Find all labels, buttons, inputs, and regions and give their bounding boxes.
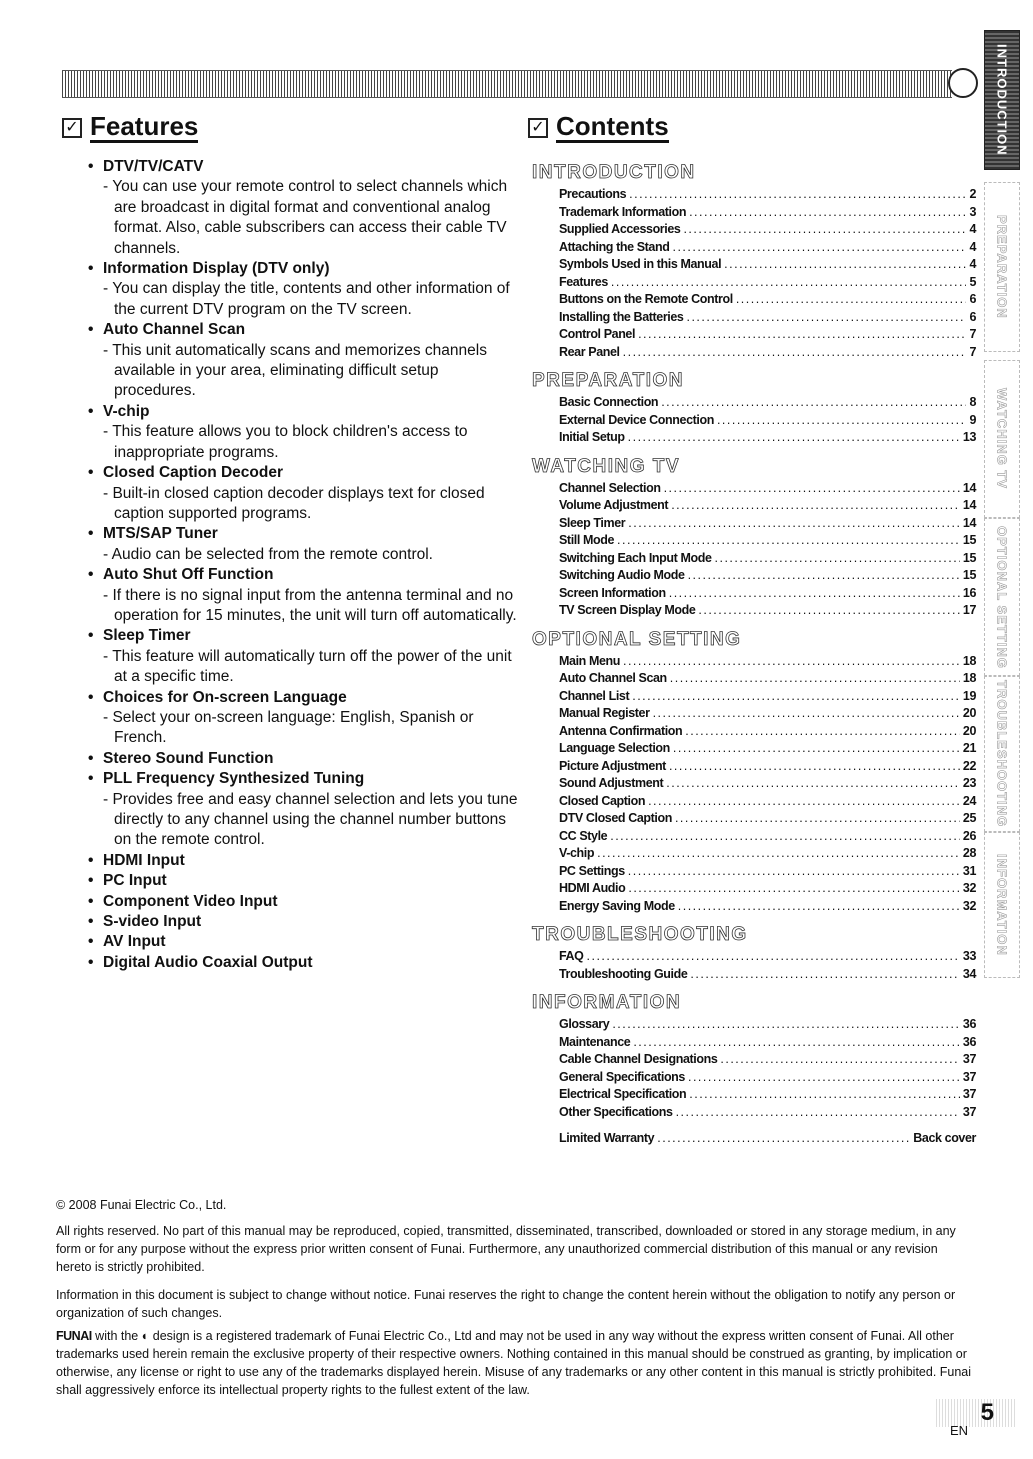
toc-entry-page: 14 [962, 480, 976, 495]
toc-entry[interactable] [532, 705, 976, 723]
toc-entry-page: 19 [962, 688, 976, 703]
toc-dot-leader [628, 515, 960, 533]
toc-dot-leader [720, 1051, 960, 1069]
toc-entry-page: 24 [962, 793, 976, 808]
feature-title: • Component Video Input [88, 892, 518, 912]
toc-entry[interactable] [532, 1130, 976, 1148]
toc-entry-title: Switching Each Input Mode [559, 550, 712, 565]
toc-dot-leader [689, 1086, 960, 1104]
feature-title: • PC Input [88, 871, 518, 891]
toc-dot-leader [686, 309, 966, 327]
toc-entry-page: 20 [962, 706, 976, 720]
toc-dot-leader [689, 204, 966, 222]
toc-entry-page: 4 [969, 257, 976, 271]
feature-description: - Built-in closed caption decoder displays text for closed caption supported programs. [103, 484, 485, 522]
toc-entry-title: Energy Saving Mode [559, 898, 675, 913]
toc-entry-page: 34 [962, 966, 976, 981]
toc-entry[interactable] [532, 429, 976, 447]
feature-item [88, 402, 518, 463]
toc-entry[interactable] [532, 948, 976, 966]
rights-paragraph-1: All rights reserved. No part of this manual may be reproduced, copied, transmitted, disseminated, transcribed, downloaded or stored in any storage medium, in any form or for any purpose without the express prior written consent of Funai. Furthermore, any unauthorized commercial distribution of this manual or any revision hereto is strictly prohibited. [56, 1224, 956, 1274]
toc-entry-title: Channel List [559, 688, 630, 703]
toc-entry-page: 18 [962, 653, 976, 668]
toc-entry-title: HDMI Audio [559, 881, 626, 895]
toc-entry[interactable] [532, 1034, 976, 1052]
toc-entry-page: 5 [969, 274, 976, 289]
toc-dot-leader [669, 585, 960, 603]
feature-description: - You can display the title, contents and other information of the current DTV program on the TV screen. [103, 280, 510, 318]
side-tab-troubleshooting[interactable] [984, 676, 1020, 832]
feature-description: - This feature will automatically turn off the power of the unit at a specific time. [103, 647, 512, 686]
trademark-text-a: with the [91, 1329, 142, 1343]
header-rule [62, 70, 952, 98]
toc-entry-page: 15 [962, 550, 976, 565]
toc-entry-title: Screen Information [559, 585, 666, 600]
toc-entry-page: 14 [962, 498, 976, 512]
toc-dot-leader [676, 1104, 960, 1122]
toc-entry-title: CC Style [559, 828, 608, 843]
toc-entry-page: 37 [962, 1069, 976, 1084]
feature-description: - You can use your remote control to select channels which are broadcast in digital format and conventional analog format. Also, cable subscribers can access their cable TV channels. [103, 178, 508, 257]
toc-entry-page: 31 [962, 863, 976, 878]
toc-dot-leader [617, 532, 960, 550]
side-tab-preparation[interactable] [984, 182, 1020, 352]
toc-entry-title: Control Panel [559, 327, 636, 341]
toc-entry-title: Manual Register [559, 706, 650, 720]
toc-dot-leader [610, 828, 960, 846]
toc-entry[interactable] [532, 1069, 976, 1087]
toc-entry-title: Symbols Used in this Manual [559, 257, 722, 271]
toc-section-title: PREPARATION [532, 370, 684, 391]
features-list [88, 157, 518, 973]
toc-entry[interactable] [532, 758, 976, 776]
feature-description: - Select your on-screen language: English, Spanish or French. [103, 708, 474, 747]
toc-entry-page: 18 [962, 671, 976, 685]
toc-dot-leader [736, 291, 967, 309]
toc-entry[interactable] [532, 239, 976, 257]
toc-entry-title: Language Selection [559, 741, 670, 755]
toc-entry-title: External Device Connection [559, 412, 714, 427]
toc-entry-page: 6 [969, 309, 976, 324]
feature-item [88, 892, 518, 912]
feature-title: • AV Input [88, 932, 518, 952]
toc-entry-page: 9 [969, 412, 976, 427]
toc-dot-leader [661, 394, 966, 412]
toc-entry-title: Buttons on the Remote Control [559, 292, 733, 306]
toc-entry[interactable] [532, 515, 976, 533]
toc-dot-leader [623, 653, 960, 671]
toc-entry[interactable] [532, 1016, 976, 1034]
trademark-text-b: design is a registered trademark of Funai Electric Co., Ltd and may not be used in any way without the express written consent of Funai. All other trademarks used herein remain the exclusive property of their respective owners. Nothing contained in this manual should be construed as granting, by implication or otherwise, any license or right to use any of the trademarks displayed herein. Misuse of any trademarks or any other content in this manual is strictly prohibited. Funai shall aggressively enforce its intellectual property rights to the fullest extent of the law. [56, 1329, 972, 1397]
toc-entry[interactable] [532, 394, 976, 412]
toc-section [532, 456, 976, 620]
feature-item [88, 157, 518, 259]
toc-entry-title: Still Mode [559, 533, 615, 547]
feature-item [88, 565, 518, 626]
feature-title: • MTS/SAP Tuner [88, 524, 518, 544]
toc-entry-title: Volume Adjustment [559, 498, 669, 512]
toc-dot-leader [657, 1130, 910, 1148]
checkmark-icon: ✓ [528, 118, 548, 138]
toc-entry-title: Installing the Batteries [559, 309, 684, 324]
toc-entry-title: Sound Adjustment [559, 776, 664, 790]
toc-entry[interactable] [532, 274, 976, 292]
feature-item [88, 769, 518, 851]
toc-section [532, 162, 976, 361]
toc-section-title: INFORMATION [532, 992, 682, 1013]
toc-dot-leader [653, 705, 960, 723]
toc-entry[interactable] [532, 966, 976, 984]
toc-entry-page: 33 [962, 949, 976, 963]
toc-entry[interactable] [532, 344, 976, 362]
toc-entry[interactable] [532, 326, 976, 344]
toc-entry-title: TV Screen Display Mode [559, 603, 696, 617]
side-tab-optional-setting[interactable] [984, 518, 1020, 676]
toc-dot-leader [671, 497, 960, 515]
toc-entry[interactable] [532, 221, 976, 239]
header-circle-icon [948, 68, 978, 98]
funai-logo: FUNAI [56, 1329, 92, 1343]
toc-entry-page: 36 [962, 1034, 976, 1049]
toc-entry[interactable] [532, 845, 976, 863]
feature-title: • Auto Channel Scan [88, 320, 518, 340]
toc-entry-page: 20 [962, 723, 976, 738]
toc-entry-page: 8 [969, 395, 976, 409]
feature-item [88, 524, 518, 565]
toc-entry[interactable] [532, 723, 976, 741]
toc-entry-title: Glossary [559, 1017, 610, 1031]
toc-dot-leader [715, 550, 960, 568]
toc-entry-page: 17 [962, 603, 976, 617]
toc-entry-page: 32 [962, 881, 976, 895]
toc-entry-title: Sleep Timer [559, 515, 626, 530]
toc-entry-page: 14 [962, 515, 976, 530]
toc-entry-page: 28 [962, 846, 976, 860]
toc-entry-page: 32 [962, 898, 976, 913]
feature-title: • S-video Input [88, 912, 518, 932]
toc-entry[interactable] [532, 810, 976, 828]
toc-entry[interactable] [532, 793, 976, 811]
toc-entry-title: Maintenance [559, 1034, 631, 1049]
trademark-paragraph [56, 1327, 976, 1399]
toc-dot-leader [628, 429, 960, 447]
side-tab-label: PREPARATION [994, 215, 1010, 319]
side-tab-label: TROUBLESHOOTING [994, 680, 1010, 828]
toc-dot-leader [597, 845, 960, 863]
toc-entry-title: Trademark Information [559, 204, 687, 219]
toc-dot-leader [628, 863, 960, 881]
toc-entry-title: Electrical Specification [559, 1087, 687, 1101]
toc-entry-page: Back cover [913, 1131, 976, 1145]
feature-item [88, 851, 518, 871]
toc-dot-leader [678, 898, 960, 916]
toc-entry[interactable] [532, 828, 976, 846]
toc-entry-title: Troubleshooting Guide [559, 966, 688, 981]
feature-title: • DTV/TV/CATV [88, 157, 518, 177]
toc-entry-title: Attaching the Stand [559, 239, 670, 254]
feature-title: • Stereo Sound Function [88, 749, 518, 769]
feature-title: • Information Display (DTV only) [88, 259, 518, 279]
toc-entry-page: 22 [962, 758, 976, 773]
toc-entry[interactable] [532, 550, 976, 568]
toc-entry-page: 23 [962, 776, 976, 790]
contents-heading-text: Contents [556, 111, 669, 141]
toc-section-title: OPTIONAL SETTING [532, 628, 742, 650]
feature-title: • Choices for On-screen Language [88, 688, 518, 708]
toc-entry-title: Closed Caption [559, 793, 646, 808]
toc-entry-title: Other Specifications [559, 1104, 673, 1119]
toc-entry[interactable] [532, 480, 976, 498]
toc-entry[interactable] [532, 863, 976, 881]
toc-entry-title: Supplied Accessories [559, 222, 681, 236]
toc-entry-page: 4 [969, 239, 976, 254]
toc-entry[interactable] [532, 1104, 976, 1122]
feature-title: • PLL Frequency Synthesized Tuning [88, 769, 518, 789]
toc-dot-leader [698, 602, 960, 620]
feature-description: - This unit automatically scans and memorizes channels available in your area, eliminating difficult setup procedures. [103, 341, 487, 400]
page-number-box [936, 1399, 1016, 1427]
toc-entry[interactable] [532, 532, 976, 550]
language-code: EN [950, 1423, 969, 1438]
side-tab-label: INFORMATION [994, 854, 1010, 956]
toc-entry[interactable] [532, 1051, 976, 1069]
toc-entry-page: 3 [969, 204, 976, 219]
toc-entry-title: Cable Channel Designations [559, 1052, 718, 1066]
toc-dot-leader [633, 1034, 960, 1052]
feature-item [88, 953, 518, 973]
funai-design-icon: ◐ [141, 1329, 150, 1343]
toc-entry[interactable] [532, 309, 976, 327]
toc-entry-page: 25 [962, 811, 976, 825]
features-heading-text: Features [90, 111, 199, 141]
toc-entry-title: Limited Warranty [559, 1131, 655, 1145]
toc-entry-page: 37 [962, 1087, 976, 1101]
toc-entry-title: Initial Setup [559, 430, 625, 444]
toc-entry-page: 37 [962, 1104, 976, 1119]
feature-item [88, 912, 518, 932]
toc-section-title: WATCHING TV [532, 455, 681, 477]
toc-dot-leader [648, 793, 960, 811]
toc-entry[interactable] [532, 740, 976, 758]
toc-entry[interactable] [532, 670, 976, 688]
feature-title: • Auto Shut Off Function [88, 565, 518, 585]
toc-entry-page: 36 [962, 1017, 976, 1031]
toc-entry-title: Features [559, 274, 608, 289]
toc-dot-leader [683, 221, 966, 239]
toc-dot-leader [673, 740, 960, 758]
toc-dot-leader [623, 344, 967, 362]
feature-description: - If there is no signal input from the antenna terminal and no operation for 15 minutes, the unit will turn off automatically. [103, 586, 517, 624]
toc-entry-page: 16 [962, 585, 976, 600]
toc-entry-title: Auto Channel Scan [559, 671, 667, 685]
toc-entry-title: V-chip [559, 846, 595, 860]
side-tab-label: OPTIONAL SETTING [994, 525, 1010, 669]
toc-entry[interactable] [532, 256, 976, 274]
side-tab-watching-tv[interactable] [984, 360, 1020, 518]
toc-entry-page: 2 [969, 187, 976, 201]
toc-entry[interactable] [532, 1086, 976, 1104]
toc-entry-title: Antenna Confirmation [559, 723, 683, 738]
toc-entry[interactable] [532, 898, 976, 916]
feature-item [88, 871, 518, 891]
feature-item [88, 626, 518, 687]
toc-entry[interactable] [532, 880, 976, 898]
toc-dot-leader [669, 758, 960, 776]
side-tab-label: WATCHING TV [994, 388, 1010, 490]
toc-section [532, 629, 976, 916]
toc-dot-leader [672, 239, 966, 257]
toc-section [532, 992, 976, 1121]
toc-entry[interactable] [532, 775, 976, 793]
toc-dot-leader [670, 670, 960, 688]
toc-entry-title: FAQ [559, 949, 584, 963]
toc-entry-page: 6 [969, 292, 976, 306]
toc-dot-leader [675, 810, 960, 828]
feature-item [88, 688, 518, 749]
side-tab-label: INTRODUCTION [994, 44, 1010, 156]
feature-title: • Closed Caption Decoder [88, 463, 518, 483]
toc-entry-page: 4 [969, 222, 976, 236]
toc-entry[interactable] [532, 186, 976, 204]
feature-title: • Digital Audio Coaxial Output [88, 953, 518, 973]
toc-entry-page: 7 [969, 344, 976, 359]
toc-entry-title: Channel Selection [559, 480, 661, 495]
toc-entry-title: Picture Adjustment [559, 758, 666, 773]
page-number: 5 [980, 1399, 994, 1426]
toc-dot-leader [587, 948, 960, 966]
toc-entry[interactable] [532, 567, 976, 585]
toc-dot-leader [690, 966, 959, 984]
toc-entry-title: General Specifications [559, 1069, 685, 1084]
toc-entry[interactable] [532, 602, 976, 620]
toc-entry-title: Precautions [559, 187, 627, 201]
toc-section [532, 370, 976, 447]
feature-item [88, 259, 518, 320]
feature-item [88, 749, 518, 769]
toc-dot-leader [688, 1069, 960, 1087]
feature-description: - Provides free and easy channel selection and lets you tune directly to any channel using the channel number buttons on the remote control. [103, 790, 518, 849]
rights-paragraph-2: Information in this document is subject to change without notice. Funai reserves the right to change the content herein without the obligation to notify any person or organization of such changes. [56, 1288, 956, 1320]
features-heading [62, 112, 198, 143]
toc-entry[interactable] [532, 653, 976, 671]
feature-title: • V-chip [88, 402, 518, 422]
contents-heading [528, 112, 669, 143]
copyright-notice: © 2008 Funai Electric Co., Ltd. [56, 1198, 227, 1212]
toc-dot-leader [632, 688, 960, 706]
toc-dot-leader [717, 412, 967, 430]
toc-dot-leader [688, 567, 960, 585]
toc-entry-title: Basic Connection [559, 395, 659, 409]
toc-entry-page: 15 [962, 568, 976, 582]
feature-title: • Sleep Timer [88, 626, 518, 646]
checkmark-icon: ✓ [62, 118, 82, 138]
toc-entry-page: 13 [962, 430, 976, 444]
side-tab-introduction[interactable] [984, 30, 1020, 170]
feature-description: - This feature allows you to block children's access to inappropriate programs. [103, 423, 468, 461]
toc-entry[interactable] [532, 412, 976, 430]
toc-entry-title: Rear Panel [559, 344, 620, 359]
toc-dot-leader [638, 326, 966, 344]
table-of-contents [532, 162, 976, 1148]
toc-entry-page: 37 [962, 1052, 976, 1066]
toc-entry-title: DTV Closed Caption [559, 811, 672, 825]
toc-entry[interactable] [532, 585, 976, 603]
toc-entry[interactable] [532, 688, 976, 706]
toc-entry-page: 21 [962, 741, 976, 755]
toc-section [532, 924, 976, 983]
toc-entry-page: 15 [962, 533, 976, 547]
toc-dot-leader [666, 775, 960, 793]
feature-description: - Audio can be selected from the remote control. [103, 545, 433, 563]
toc-entry[interactable] [532, 291, 976, 309]
feature-item [88, 932, 518, 952]
toc-entry-page: 26 [962, 828, 976, 843]
toc-dot-leader [685, 723, 960, 741]
toc-entry[interactable] [532, 204, 976, 222]
toc-dot-leader [611, 274, 967, 292]
feature-title: • HDMI Input [88, 851, 518, 871]
toc-entry-page: 7 [969, 327, 976, 341]
toc-dot-leader [629, 186, 966, 204]
toc-entry-title: Switching Audio Mode [559, 568, 685, 582]
toc-dot-leader [612, 1016, 960, 1034]
toc-section-title: INTRODUCTION [532, 162, 696, 183]
toc-dot-leader [724, 256, 966, 274]
feature-item [88, 320, 518, 402]
feature-item [88, 463, 518, 524]
toc-entry[interactable] [532, 497, 976, 515]
side-tab-information[interactable] [984, 832, 1020, 978]
toc-entry-title: Main Menu [559, 653, 620, 668]
toc-dot-leader [628, 880, 960, 898]
toc-section-title: TROUBLESHOOTING [532, 924, 748, 945]
toc-dot-leader [664, 480, 960, 498]
toc-entry-title: PC Settings [559, 863, 625, 878]
